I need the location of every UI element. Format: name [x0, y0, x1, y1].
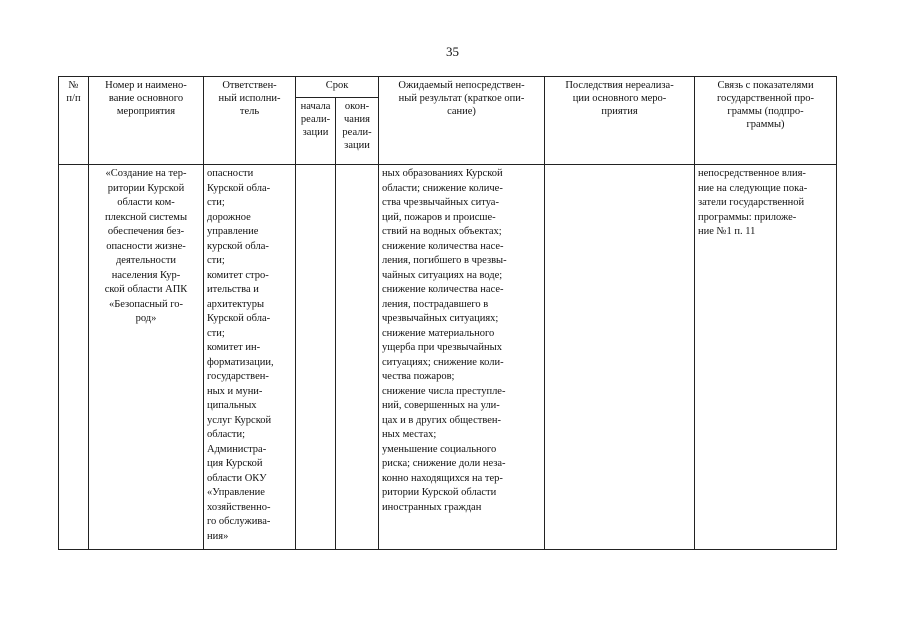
cell-term-start — [296, 165, 336, 550]
cell-indicator-link: непосредственное влия- ние на следующие пока- затели государственной программы: приложе- ние №1 п. 11 — [695, 165, 837, 550]
table-row — [59, 165, 837, 550]
table-header-row — [59, 77, 837, 98]
cell-activity-name: «Создание на тер- ритории Курской области ком- плексной системы обеспечения без- опасности жизне- деятельности населения Кур- ской области АПК «Безопасный го- род» — [89, 165, 204, 550]
cell-responsible: опасности Курской обла- сти; дорожное управление курской обла- сти; комитет стро- ительства и архитектуры Курской обла- сти; комитет ин- форматизации, государствен- ных и муни- ципальных услуг Курской области; Администра- ция Курской области ОКУ «Управление хозяйственно- го обслужива- ния» — [204, 165, 296, 550]
header-activity-name: Номер и наимено- вание основного мероприятия — [89, 77, 204, 165]
cell-expected-result: ных образованиях Курской области; снижение количе- ства чрезвычайных ситуа- ций, пожаров и происше- ствий на водных объектах; снижение количества насе- ления, погибшего в чрезвы- чайных ситуациях на воде; снижение количества насе- ления, пострадавшего в чрезвычайных ситуациях; снижение материального ущерба при чрезвычайных ситуациях; снижение коли- чества пожаров; снижение числа преступле- ний, совершенных на ули- цах и в других обществен- ных местах; уменьшение социального риска; снижение доли неза- конно находящихся на тер- ритории Курской области иностранных граждан — [379, 165, 545, 550]
header-term-start: начала реали- зации — [296, 98, 336, 165]
header-term: Срок — [296, 77, 379, 98]
cell-term-end — [336, 165, 379, 550]
header-responsible: Ответствен- ный исполни- тель — [204, 77, 296, 165]
cell-num — [59, 165, 89, 550]
cell-consequences — [545, 165, 695, 550]
header-indicator-link: Связь с показателями государственной про- граммы (подпро- граммы) — [695, 77, 837, 165]
header-term-end: окон- чания реали- зации — [336, 98, 379, 165]
header-num: № п/п — [59, 77, 89, 165]
page-number: 35 — [446, 44, 459, 59]
header-expected-result: Ожидаемый непосредствен- ный результат (краткое опи- сание) — [379, 77, 545, 165]
program-activities-table — [58, 76, 837, 550]
header-consequences: Последствия нереализа- ции основного меро- приятия — [545, 77, 695, 165]
